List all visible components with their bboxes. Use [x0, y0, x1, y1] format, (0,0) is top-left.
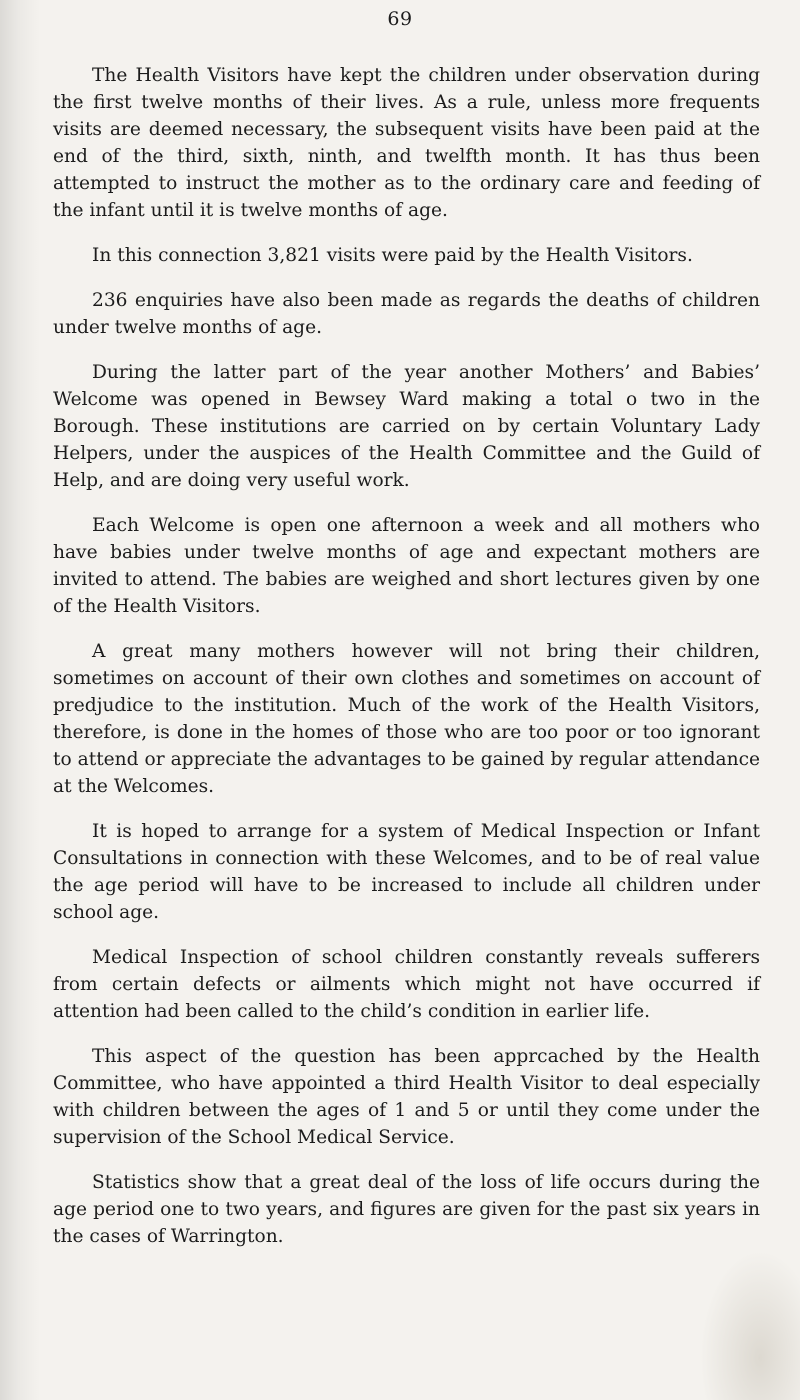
paragraph-welcome-schedule: Each Welcome is open one afternoon a week and all mothers who have babies under twelve months of age and expectant mothers are invited to attend. The babies are weighed and short lectures given by one of the Health Visitors.: [53, 515, 760, 617]
paragraph-statistics: Statistics show that a great deal of the loss of life occurs during the age period one to two years, and figures are given for the past six years in the cases of Warrington.: [53, 1172, 760, 1247]
paragraph-enquiries: 236 enquiries have also been made as regards the deaths of children under twelve months of age.: [53, 290, 760, 338]
paragraph-visits-count: In this connection 3,821 visits were paid by the Health Visitors.: [92, 245, 693, 266]
paragraph-home-visits: A great many mothers however will not bring their children, sometimes on account of their own clothes and sometimes on account of predjudice to the institution. Much of the work of the Health Visitors, therefore, is done in the homes of those who are too poor or too ignorant to attend or appreciate the advantages to be gained by regular attendance at the Welcomes.: [53, 641, 760, 797]
paragraph-school-inspection: Medical Inspection of school children constantly reveals sufferers from certain defects or ailments which might not have occurred if attention had been called to the child’s condition in earlier life.: [53, 947, 760, 1022]
paragraph-observation: The Health Visitors have kept the children under observation during the first twelve months of their lives. As a rule, unless more frequents visits are deemed necessary, the subsequent visits have been paid at the end of the third, sixth, ninth, and twelfth month. It has thus been attempted to instruct the mother as to the ordinary care and feeding of the infant until it is twelve months of age.: [53, 65, 760, 221]
body-text: [53, 62, 760, 1268]
paragraph-medical-inspection-plan: It is hoped to arrange for a system of Medical Inspection or Infant Consultations in connection with these Welcomes, and to be of real value the age period will have to be increased to include all children under school age.: [53, 821, 760, 923]
paragraph-new-welcome: During the latter part of the year another Mothers’ and Babies’ Welcome was opened in Bewsey Ward making a total o two in the Borough. These institutions are carried on by certain Voluntary Lady Helpers, under the auspices of the Health Committee and the Guild of Help, and are doing very useful work.: [53, 362, 760, 491]
paragraph-third-visitor: This aspect of the question has been apprcached by the Health Committee, who have appointed a third Health Visitor to deal especially with children between the ages of 1 and 5 or until they come under the supervision of the School Medical Service.: [53, 1046, 760, 1148]
page-number: 69: [387, 8, 413, 30]
